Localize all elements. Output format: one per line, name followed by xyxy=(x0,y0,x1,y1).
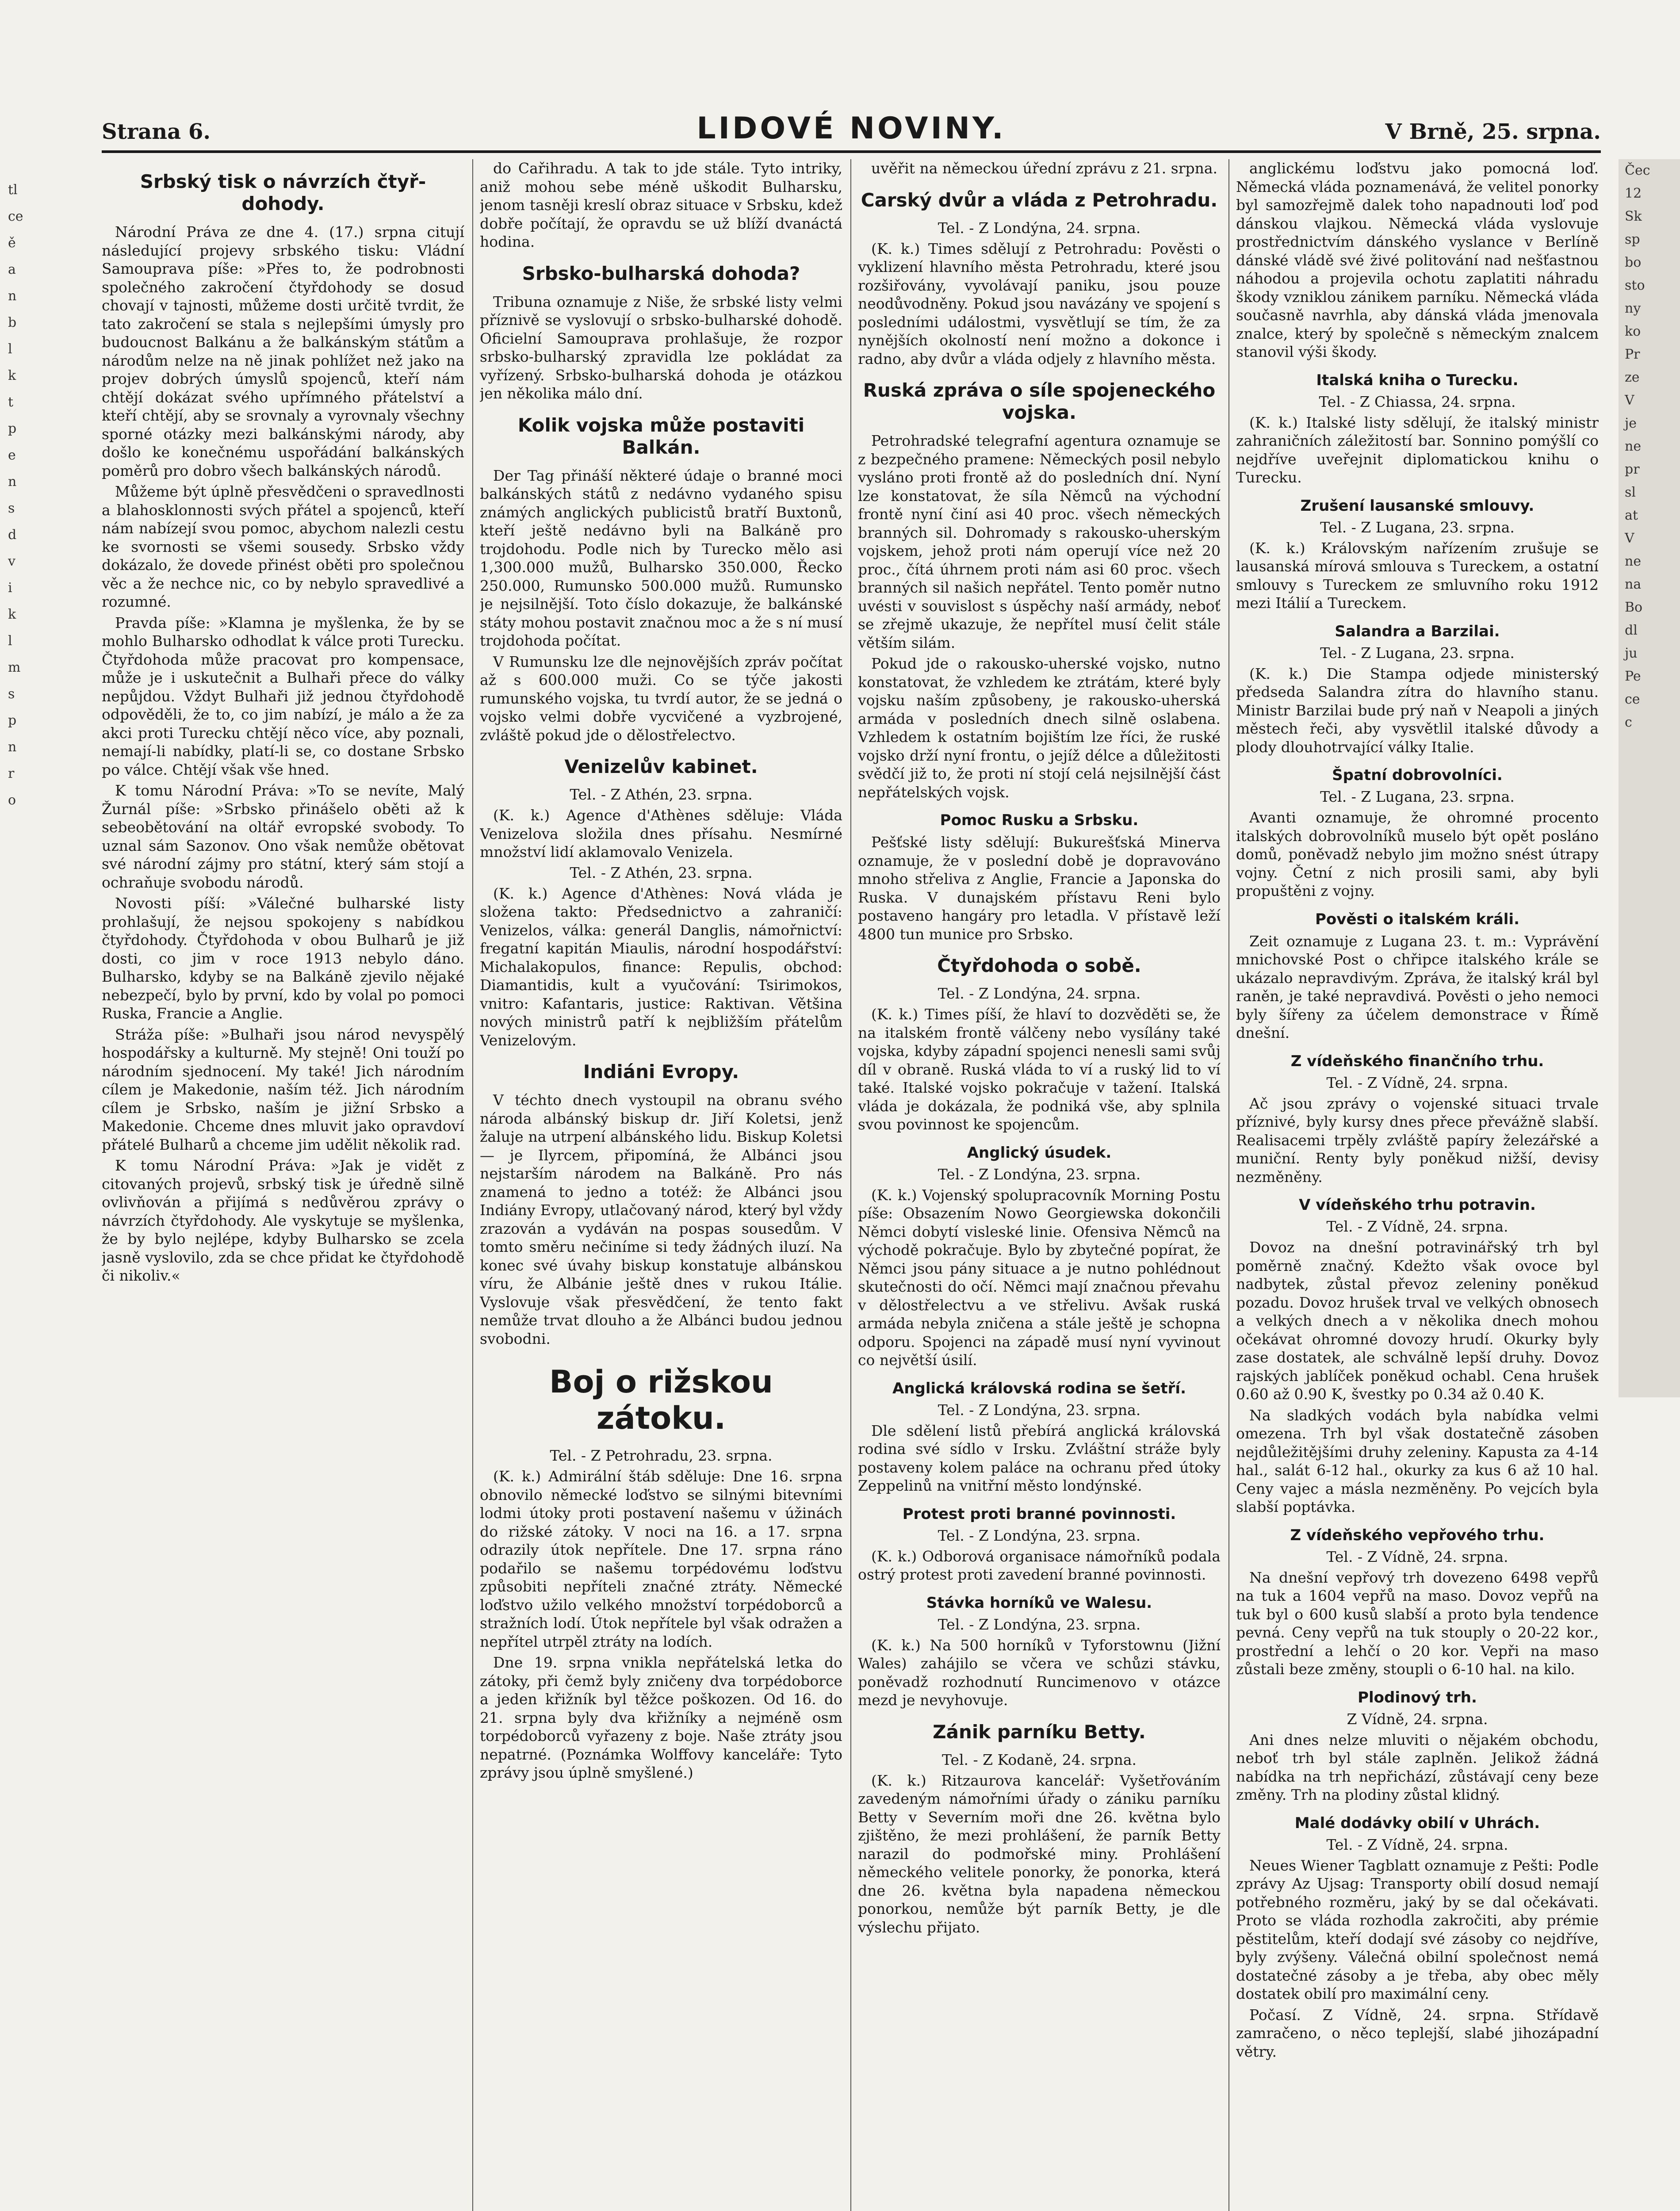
masthead xyxy=(102,102,1601,153)
margin-fragment: m xyxy=(8,660,21,675)
article-paragraph: (K. k.) Vojenský spolupracovník Morning Postu píše: Obsazením Nowo Georgiewska dokončili Němci dobytí visleské linie. Ofensiva Němců na východě pokračuje. Bylo by zbytečné popírat, že Němci jsou pány situace a je nutno pohlédnout skutečnosti do očí. Němci mají značnou převahu v dělostřelectvu a ve střelivu. Avšak ruská armáda nebyla zničena a stále ještě je schopna odporu. Spojenci na západě musí nyní vyvinout co největší úsilí. xyxy=(858,1186,1221,1369)
article-paragraph: (K. k.) Times píší, že hlaví to dozvěděti se, že na italském frontě válčeny nebo vysílány také vojska, kdyby západní spojenci nenesli sami svůj díl v obraně. Ruská vláda to ví a ruský lid to ví také. Italské vojsko pokračuje v tažení. Italská vláda je dokázala, že podniká vše, aby splnila svou povinnost ke spojencům. xyxy=(858,1006,1221,1133)
margin-fragment: e xyxy=(8,448,16,463)
article-paragraph: (K. k.) Die Stampa odjede ministerský předseda Salandra zítra do hlavního stanu. Ministr Barzilai bude prý naň v Neapoli a jiných městech řeči, aby vysvětlil italské důvody a plody dlouhotrvající války Italie. xyxy=(1236,665,1599,756)
article-paragraph: Petrohradské telegrafní agentura oznamuje se z bezpečného pramene: Německých posil nebylo vysláno proti frontě až do posledních dní. Nyní lze konstatovat, že síla Němců na východní frontě nyní činí asi 40 proc. všech německých branných sil. Dohromady s rakousko-uherským vojskem, jehož proti nám operují více než 20 proc., čítá úhrnem proti nám asi 60 proc. všech branných sil našich nepřátel. Tento poměr nutno uvésti v souvislost s úspěchy naší armády, neboť se zřejmě ukazuje, že nepřítel musí čelit stále větším silám. xyxy=(858,432,1221,651)
dateline: Tel. - Z Londýna, 24. srpna. xyxy=(938,219,1141,237)
margin-fragment: bo xyxy=(1625,255,1642,270)
margin-fragment: ze xyxy=(1625,370,1640,385)
margin-fragment: tl xyxy=(8,182,18,198)
column-rule xyxy=(850,159,851,2211)
article-headline: Indiáni Evropy. xyxy=(583,1061,739,1083)
article-paragraph: Dle sdělení listů přebírá anglická královská rodina své sídlo v Irsku. Zvláštní stráže byly postaveny kolem paláce na ochranu před útoky Zeppelinů na vnitřní město londýnské. xyxy=(858,1422,1221,1494)
dateline: Tel. - Z Lugana, 23. srpna. xyxy=(1320,788,1515,805)
column-rule xyxy=(1228,159,1229,2211)
article-paragraph: Tribuna oznamuje z Niše, že srbské listy velmi příznivě se vyslovují o srbsko-bulharské dohodě. Oficielní Samouprava prohlašuje, že rozpor srbsko-bulharský zpravidla lze pokládat za vyřízený. Srbsko-bulharská dohoda je otázkou jen několika málo dní. xyxy=(480,293,842,402)
article-paragraph: V téchto dnech vystoupil na obranu svého národa albánský biskup dr. Jiří Koletsi, jenž žaluje na utrpení albánského lidu. Biskup Koletsi — je Ilyrcem, připomíná, že Albánci jsou nejstarším národem na Balkáně. Pro nás znamená to jedno a totéž: že Albánci jsou Indiány Evropy, utlačovaný národ, který byl vždy zrazován a vydáván na pospas sousedům. V tomto směru nečiníme si tedy žádných iluzí. Na konec své úvahy biskup konstatuje albánskou víru, že Albánie ještě dnes v rukou Itálie. Vyslovuje však přesvědčení, že tento fakt nemůže trvat dlouho a že Albánci budou jednou svobodni. xyxy=(480,1091,842,1347)
article-paragraph: (K. k.) Na 500 horníků v Tyforstownu (Jižní Wales) zahájilo se včera ve schůzi stávku, poněvadž rozhodnutí Runcimenovo v otázce mezd je nevyhovuje. xyxy=(858,1636,1221,1709)
margin-fragment: s xyxy=(8,501,15,516)
article-paragraph: do Cařihradu. A tak to jde stále. Tyto intriky, aniž mohou sebe méně uškodit Bulharsku, jenom tasněji kreslí obraz situace v Srbsku, kdež dobře počítají, že opravdu se už blíží dvanáctá hodina. xyxy=(480,160,842,250)
article-paragraph: uvěřit na německou úřední zprávu z 21. srpna. xyxy=(871,160,1218,177)
margin-fragment: p xyxy=(8,421,17,436)
dateline: Tel. - Z Kodaně, 24. srpna. xyxy=(942,1751,1137,1768)
article-paragraph: Ani dnes nelze mluviti o nějakém obchodu, neboť trh byl stále zaplněn. Jelikož žádná nabídka na trh nepřichází, zůstávají ceny beze změny. Trh na plodiny zůstal klidný. xyxy=(1236,1731,1599,1803)
article-paragraph: (K. k.) Italské listy sdělují, že italský ministr zahraničních záležitostí bar. Sonnino pomýšlí co nejdříve uveřejnit diplomatickou knihu o Turecku. xyxy=(1236,413,1599,486)
dateline: Tel. - Z Vídně, 24. srpna. xyxy=(1326,1218,1508,1235)
margin-fragment: ce xyxy=(8,209,23,224)
margin-fragment: k xyxy=(8,368,16,383)
article-headline: V vídeňského trhu potravin. xyxy=(1299,1196,1536,1214)
dateline: Tel. - Z Lugana, 23. srpna. xyxy=(1320,518,1515,536)
dateline: Tel. - Z Athén, 23. srpna. xyxy=(570,864,753,881)
dateline: Tel. - Z Londýna, 23. srpna. xyxy=(938,1165,1141,1183)
dateline: Tel. - Z Lugana, 23. srpna. xyxy=(1320,644,1515,662)
right-adjacent-page-strip xyxy=(1619,159,1680,1397)
article-paragraph: Dne 19. srpna vnikla nepřátelská letka do zátoky, při čemž byly zničeny dva torpédoborce a jeden křižník byl těžce poškozen. Od 16. do 21. srpna byly dva křižníky a nejméně osm torpédoborců vyřazeny z boje. Naše ztráty jsou nepatrné. (Poznámka Wolffovy kanceláře: Tyto zprávy jsou úplně smyšlené.) xyxy=(480,1654,842,1781)
margin-fragment: a xyxy=(8,262,16,277)
article-headline: Anglický úsudek. xyxy=(967,1144,1112,1162)
article-paragraph: Dovoz na dnešní potravinářský trh byl poměrně značný. Kdežto však ovoce byl nadbytek, zůstal převoz zeleniny poněkud pozadu. Dovoz hrušek trval ve velkých obnosech a velkých dnech a v několika dnech mohou očekávat ohromné dovozy hrudí. Okurky byly zase dostatek, ale schválně lepší druhy. Dovoz rajských jablíček poněkud ochabl. Cena hrušek 0.60 až 0.90 K, švestky po 0.34 až 0.40 K. xyxy=(1236,1239,1599,1403)
dateline: Tel. - Z Vídně, 24. srpna. xyxy=(1326,1836,1508,1853)
article-paragraph: K tomu Národní Práva: »Jak je vidět z citovaných projevů, srbský tisk je úředně silně ovlivňován a přijímá s nedůvěrou zprávy o návrzích čtyřdohody. Ale vyskytuje se myšlenka, že by bylo nejlépe, kdyby Bulharsko se zcela jasně vyslovilo, zda se chce přidat ke čtyřdohodě či nikoliv.« xyxy=(102,1157,464,1284)
article-headline: Protest proti branné povinnosti. xyxy=(902,1505,1176,1523)
article-paragraph: K tomu Národní Práva: »To se nevíte, Malý Žurnál píše: »Srbsko přinášelo oběti až k sebeobětování na oltář evropské svobody. To uznal sám Sazonov. Ono však nemůže obětovat své národní zájmy pro státní, který sám stojí a ochraňuje svobodu národů. xyxy=(102,782,464,891)
margin-fragment: o xyxy=(8,792,16,808)
margin-fragment: Sk xyxy=(1625,209,1642,224)
article-headline: Čtyřdohoda o sobě. xyxy=(937,955,1141,976)
margin-fragment: na xyxy=(1625,577,1642,592)
article-paragraph: Neues Wiener Tagblatt oznamuje z Pešti: Podle zprávy Az Ujsag: Transporty obilí dosud nemají potřebného rozměru, jaký by se dal očekávati. Proto se vláda rozhodla zakročiti, aby prémie pěstitelům, kteří dodají své zásoby co nejdříve, byly zvýšeny. Válečná obilní společnost nemá dostatečné zásoby a je třeba, aby obec měly dostatek obilí pro maximální ceny. xyxy=(1236,1856,1599,2002)
column-4 xyxy=(1236,159,1599,2211)
article-paragraph: Národní Práva ze dne 4. (17.) srpna citují následující projevy srbského tisku: Vládní Samouprava píše: »Přes to, že podrobnosti společného zakročení čtyřdohody se dosud chovají v tajnosti, můžeme dosti určitě tvrdit, že tato zakročení se stala s nejlepšími úmysly pro budoucnost Balkánu a že balkánským státům a národům nelze na ně jinak pohlížet než jako na projev dobrých úmyslů spojenců, kteří nám chtějí dokázat svého upřímného přátelství a kteří chtějí, aby se srovnaly a vyrovnaly všechny sporné otázky mezi balkánskými národy, aby došlo ke konečnému uspořádání balkánských poměrů pro dobro všech balkánských národů. xyxy=(102,223,464,479)
article-headline: Srbský tisk o návrzích čtyř-dohody. xyxy=(140,171,426,214)
article-paragraph: Ač jsou zprávy o vojenské situaci trvale příznivé, byly kursy dnes přece převážně slabší. Realisacemi trpěly zvláště papíry železářské a muniční. Renty byly poněkud nižší, devisy nezměněny. xyxy=(1236,1094,1599,1186)
column-1 xyxy=(102,159,464,2211)
dateline: Tel. - Z Londýna, 24. srpna. xyxy=(938,985,1141,1002)
article-headline: Ruská zpráva o síle spojeneckého vojska. xyxy=(863,379,1216,423)
article-headline: Z vídeňského finančního trhu. xyxy=(1290,1052,1544,1070)
article-paragraph: (K. k.) Admirální štáb sděluje: Dne 16. srpna obnovilo německé loďstvo se silnými bitevními lodmi útoky proti postavení našemu v úžinách do rižské zátoky. V noci na 16. a 17. srpna odrazily útok nepřítele. Dne 17. srpna ráno podařilo se našemu torpédovému loďstvu způsobiti nepříteli značné ztráty. Německé loďstvo užilo velkého množství torpédoborců a stražních lodí. Útok nepřítele byl však odražen a nepřítel utrpěl ztráty na lodích. xyxy=(480,1468,842,1650)
margin-fragment: p xyxy=(8,713,17,728)
article-paragraph: (K. k.) Královským nařízením zrušuje se lausanská mírová smlouva s Tureckem, a ostatní smlouvy s Tureckem ze smluvního roku 1912 mezi Itálií a Tureckem. xyxy=(1236,539,1599,612)
left-margin-fragments xyxy=(8,177,39,2167)
article-headline: Malé dodávky obilí v Uhrách. xyxy=(1294,1814,1540,1832)
margin-fragment: l xyxy=(8,341,12,357)
margin-fragment: r xyxy=(8,766,15,781)
margin-fragment: je xyxy=(1625,416,1637,431)
margin-fragment: ne xyxy=(1625,439,1642,454)
margin-fragment: v xyxy=(8,554,15,569)
margin-fragment: n xyxy=(8,288,17,304)
article-headline: Špatní dobrovolníci. xyxy=(1332,766,1503,784)
article-paragraph: Pešťské listy sdělují: Bukurešťská Minerva oznamuje, že v poslední době je dopravováno mnoho střeliva z Anglie, Francie a Japonska do Ruska. V dunajském přístavu Reni bylo postaveno hangáry pro letadla. V přístavě leží 4800 tun munice pro Srbsko. xyxy=(858,834,1221,943)
article-paragraph: (K. k.) Ritzaurova kancelář: Vyšetřováním zavedeným námořními úřady o zániku parníku Betty v Severním moři dne 26. května bylo zjištěno, že mezi prohlášení, že parník Betty narazil do podmořské miny. Prohlášení německého velitele ponorky, že ponorka, která dne 26. května byla napadena německou ponorkou, nemůže být parník Betty, je dle výslechu přijato. xyxy=(858,1771,1221,1936)
margin-fragment: Bo xyxy=(1625,600,1643,615)
margin-fragment: ne xyxy=(1625,554,1642,569)
dateline: Tel. - Z Chiassa, 24. srpna. xyxy=(1319,393,1516,410)
article-headline: Stávka horníků ve Walesu. xyxy=(926,1594,1152,1612)
article-headline: Boj o rižskou zátoku. xyxy=(549,1364,773,1436)
article-paragraph: Pravda píše: »Klamna je myšlenka, že by se mohlo Bulharsko odhodlat k válce proti Turecku. Čtyřdohoda může pracovat pro kompensace, může je i uskutečnit a Bulhaři přece do války nepůjdou. Vždyt Bulhaři již jednou čtyřdohodě odpověděli, že to, co jim nabízí, je málo a že za akci proti Turecku chtějí něco více, aby poznali, nemají-li nabídky, platí-li se, co dostane Srbsko po válce. Chtějí však vše hned. xyxy=(102,614,464,778)
margin-fragment: Pr xyxy=(1625,347,1640,362)
column-3 xyxy=(858,159,1221,2211)
article-headline: Z vídeňského vepřového trhu. xyxy=(1290,1526,1545,1544)
margin-fragment: at xyxy=(1625,508,1638,523)
margin-fragment: ko xyxy=(1625,324,1641,339)
margin-fragment: sto xyxy=(1625,278,1645,293)
article-paragraph: Počasí. Z Vídně, 24. srpna. Střídavě zamračeno, o něco teplejší, slabé jihozápadní větry. xyxy=(1236,2006,1599,2060)
margin-fragment: Pe xyxy=(1625,669,1641,684)
article-headline: Pověsti o italském králi. xyxy=(1315,910,1519,928)
article-headline: Salandra a Barzilai. xyxy=(1335,622,1500,640)
margin-fragment: n xyxy=(8,474,17,490)
article-headline: Plodinový trh. xyxy=(1358,1688,1477,1706)
margin-fragment: t xyxy=(8,394,14,410)
margin-fragment: i xyxy=(8,580,12,596)
column-rule xyxy=(472,159,473,2211)
article-paragraph: Stráža píše: »Bulhaři jsou národ nevyspělý hospodářsky a kulturně. My stejně! Oni touží po národním sjednocení. My také! Jich národním cílem je Makedonie, naším též. Jich národním cílem je Srbsko, naším je jižní Srbsko a Makedonie. Chceme dnes mluvit jako opravdoví přátelé Bulharů a chceme jim udělit několik rad. xyxy=(102,1025,464,1153)
article-paragraph: Můžeme být úplně přesvědčeni o spravedlnosti a blahosklonnosti svých přátel a spojenců, kteří nám nabízejí svou pomoc, abychom nalezli cestu ke svornosti se všemi sousedy. Srbsko vždy dokázalo, že dovede přinést oběti pro společnou věc a že nechce nic, co by nebylo spravedlivé a rozumné. xyxy=(102,483,464,610)
margin-fragment: Čec xyxy=(1625,163,1650,178)
article-paragraph: Na dnešní vepřový trh dovezeno 6498 vepřů na tuk a 1604 vepřů na maso. Dovoz vepřů na tuk byl o 600 kusů slabší a proto byla tendence pevná. Ceny vepřů na tuk stouply o 20-22 kor., prostřední a lehčí o 20 kor. Vepři na maso zůstali beze změny, stoupli o 6-10 hal. na kilo. xyxy=(1236,1568,1599,1678)
article-headline: Zánik parníku Betty. xyxy=(933,1721,1146,1743)
margin-fragment: k xyxy=(8,607,16,622)
margin-fragment: ce xyxy=(1625,692,1640,707)
newspaper-title: LIDOVÉ NOVINY. xyxy=(696,111,1006,146)
dateline: Tel. - Z Londýna, 23. srpna. xyxy=(938,1526,1141,1544)
margin-fragment: n xyxy=(8,739,17,755)
margin-fragment: ě xyxy=(8,235,16,251)
margin-fragment: s xyxy=(8,686,15,702)
article-paragraph: Na sladkých vodách byla nabídka velmi omezena. Trh byl však dostatečně zásoben nejdůležitějšími druhy zeleniny. Kapusta za 4-14 hal., salát 6-12 hal., okurky za kus 6 až 10 hal. Ceny vajec a másla nezměněny. Po vejcích byla slabší poptávka. xyxy=(1236,1406,1599,1515)
margin-fragment: sl xyxy=(1625,485,1636,500)
dateline: Tel. - Z Vídně, 24. srpna. xyxy=(1326,1548,1508,1565)
article-headline: Carský dvůr a vláda z Petrohradu. xyxy=(861,189,1218,211)
article-paragraph: (K. k.) Odborová organisace námořníků podala ostrý protest proti zavedení branné povinnosti. xyxy=(858,1547,1221,1583)
article-paragraph: Avanti oznamuje, že ohromné procento italských dobrovolníků muselo být opět posláno domů, poněvadž nebylo jim možno snést útrapy vojny. Četní z nich prosili sami, aby byli propuštěni z vojny. xyxy=(1236,809,1599,899)
article-headline: Kolik vojska může postaviti Balkán. xyxy=(517,414,805,458)
dateline: Tel. - Z Petrohradu, 23. srpna. xyxy=(550,1447,773,1464)
article-headline: Anglická královská rodina se šetří. xyxy=(892,1379,1186,1397)
article-headline: Venizelův kabinet. xyxy=(564,756,758,777)
dateline: Tel. - Z Athén, 23. srpna. xyxy=(570,786,753,803)
article-headline: Srbsko-bulharská dohoda? xyxy=(522,262,800,284)
margin-fragment: d xyxy=(8,527,17,543)
dateline: Tel. - Z Londýna, 23. srpna. xyxy=(938,1401,1141,1419)
margin-fragment: l xyxy=(8,633,12,649)
margin-fragment: c xyxy=(1625,715,1632,730)
article-paragraph: Zeit oznamuje z Lugana 23. t. m.: Vyprávění mnichovské Post o chřipce italského krále se ukázalo nepravdivým. Zpráva, že italský král byl raněn, je také nepravdivá. Pověsti o jeho nemoci byly šířeny za účelem demonstrace v Římě dnešní. xyxy=(1236,932,1599,1041)
article-paragraph: (K. k.) Agence d'Athènes sděluje: Vláda Venizelova složila dnes přísahu. Nesmírné množství lidí aklamovalo Venizela. xyxy=(480,807,842,861)
issue-date: V Brně, 25. srpna. xyxy=(1385,119,1601,144)
article-paragraph: anglickému loďstvu jako pomocná loď. Německá vláda poznamenává, že velitel ponorky byl samozřejmě dalek toho napadnouti loď pod dánskou vlajkou. Německá vláda vyslovuje prostřednictvím dánského vyslance v Berlíně dánské vládě své živé politování nad nešťastnou náhodou a projevila ochotu zaplatiti náhradu škody vzniklou zánikem parníku. Německá vláda současně navrhla, aby dánská vláda jmenovala znalce, který by společně s německým znalcem stanovil výši škody. xyxy=(1236,160,1599,360)
page-number: Strana 6. xyxy=(102,119,211,144)
margin-fragment: sp xyxy=(1625,232,1640,247)
margin-fragment: 12 xyxy=(1625,186,1642,201)
margin-fragment: ny xyxy=(1625,301,1641,316)
margin-fragment: ju xyxy=(1625,646,1638,661)
margin-fragment: dl xyxy=(1625,623,1638,638)
article-paragraph: (K. k.) Agence d'Athènes: Nová vláda je složena takto: Předsednictvo a zahraničí: Venizelos, válka: generál Danglis, námořnictví: fregatní kapitán Miaulis, národní hospodářství: Michalakopulos, finance: Repulis, obchod: Diamantidis, kult a vyučování: Tsirimokos, vnitro: Kafantaris, justice: Raktivan. Většina nových ministrů patří k nejbližším přátelům Venizelovým. xyxy=(480,884,842,1049)
margin-fragment: b xyxy=(8,315,17,330)
article-paragraph: (K. k.) Times sdělují z Petrohradu: Pověsti o vyklizení hlavního města Petrohradu, které jsou rozšiřovány, vyvolávají paniku, jsou pouze neodůvodněny. Pokud jsou navázány ve spojení s posledními událostmi, vysvětlují se tím, že za nynějších okolností není možno a dokonce i radno, aby dvůr a vláda odjely z hlavního města. xyxy=(858,240,1221,367)
margin-fragment: pr xyxy=(1625,462,1640,477)
article-paragraph: V Rumunsku lze dle nejnovějších zpráv počítat až s 600.000 muži. Co se týče jakosti rumunského vojska, tu tvrdí autor, že se jedná o vojsko velmi dobře vycvičené a vyzbrojené, zvláště pokud jde o dělostřelectvo. xyxy=(480,653,842,744)
margin-fragment: V xyxy=(1625,393,1634,408)
article-paragraph: Novosti píší: »Válečné bulharské listy prohlašují, že nejsou spokojeny s nabídkou čtyřdohody. Čtyřdohoda v obou Bulharů je již dosti, co jim v roce 1913 nebylo dáno. Bulharsko, kdyby se na Balkáně zjevilo nějaké nebezpečí, bylo by první, kdo by volal po pomoci Ruska, Francie a Anglie. xyxy=(102,895,464,1022)
column-2 xyxy=(480,159,842,2211)
dateline: Tel. - Z Londýna, 23. srpna. xyxy=(938,1615,1141,1633)
article-headline: Zrušení lausanské smlouvy. xyxy=(1300,497,1535,515)
dateline: Tel. - Z Vídně, 24. srpna. xyxy=(1326,1074,1508,1091)
article-headline: Pomoc Rusku a Srbsku. xyxy=(940,811,1139,829)
article-paragraph: Pokud jde o rakousko-uherské vojsko, nutno konstatovat, že vzhledem ke ztrátám, které byly vojsku naším způsobeny, je rakousko-uherská armáda v posledních dnech silně oslabena. Vzhledem k ostatním bojištím lze říci, že ruské vojsko drží nyní frontu, o jejíž délce a důležitosti svědčí již to, že proti ní stojí celá nejsilnější část nepřátelských vojsk. xyxy=(858,655,1221,801)
article-paragraph: Der Tag přináší některé údaje o branné moci balkánských států z nedávno vydaného spisu známých anglických publicistů bratří Buxtonů, kteří ještě nedávno byli na Balkáně pro trojdohodu. Podle nich by Turecko mělo asi 1,300.000 mužů, Bulharsko 350.000, Řecko 250.000, Rumunsko 500.000 mužů. Rumunsko je nejsilnější. Toto číslo dokazuje, že balkánské státy mohou postavit značnou moc a že s ní musí trojdohoda počítat. xyxy=(480,467,842,649)
article-headline: Italská kniha o Turecku. xyxy=(1316,371,1519,389)
margin-fragment: V xyxy=(1625,531,1634,546)
dateline: Z Vídně, 24. srpna. xyxy=(1347,1710,1488,1728)
